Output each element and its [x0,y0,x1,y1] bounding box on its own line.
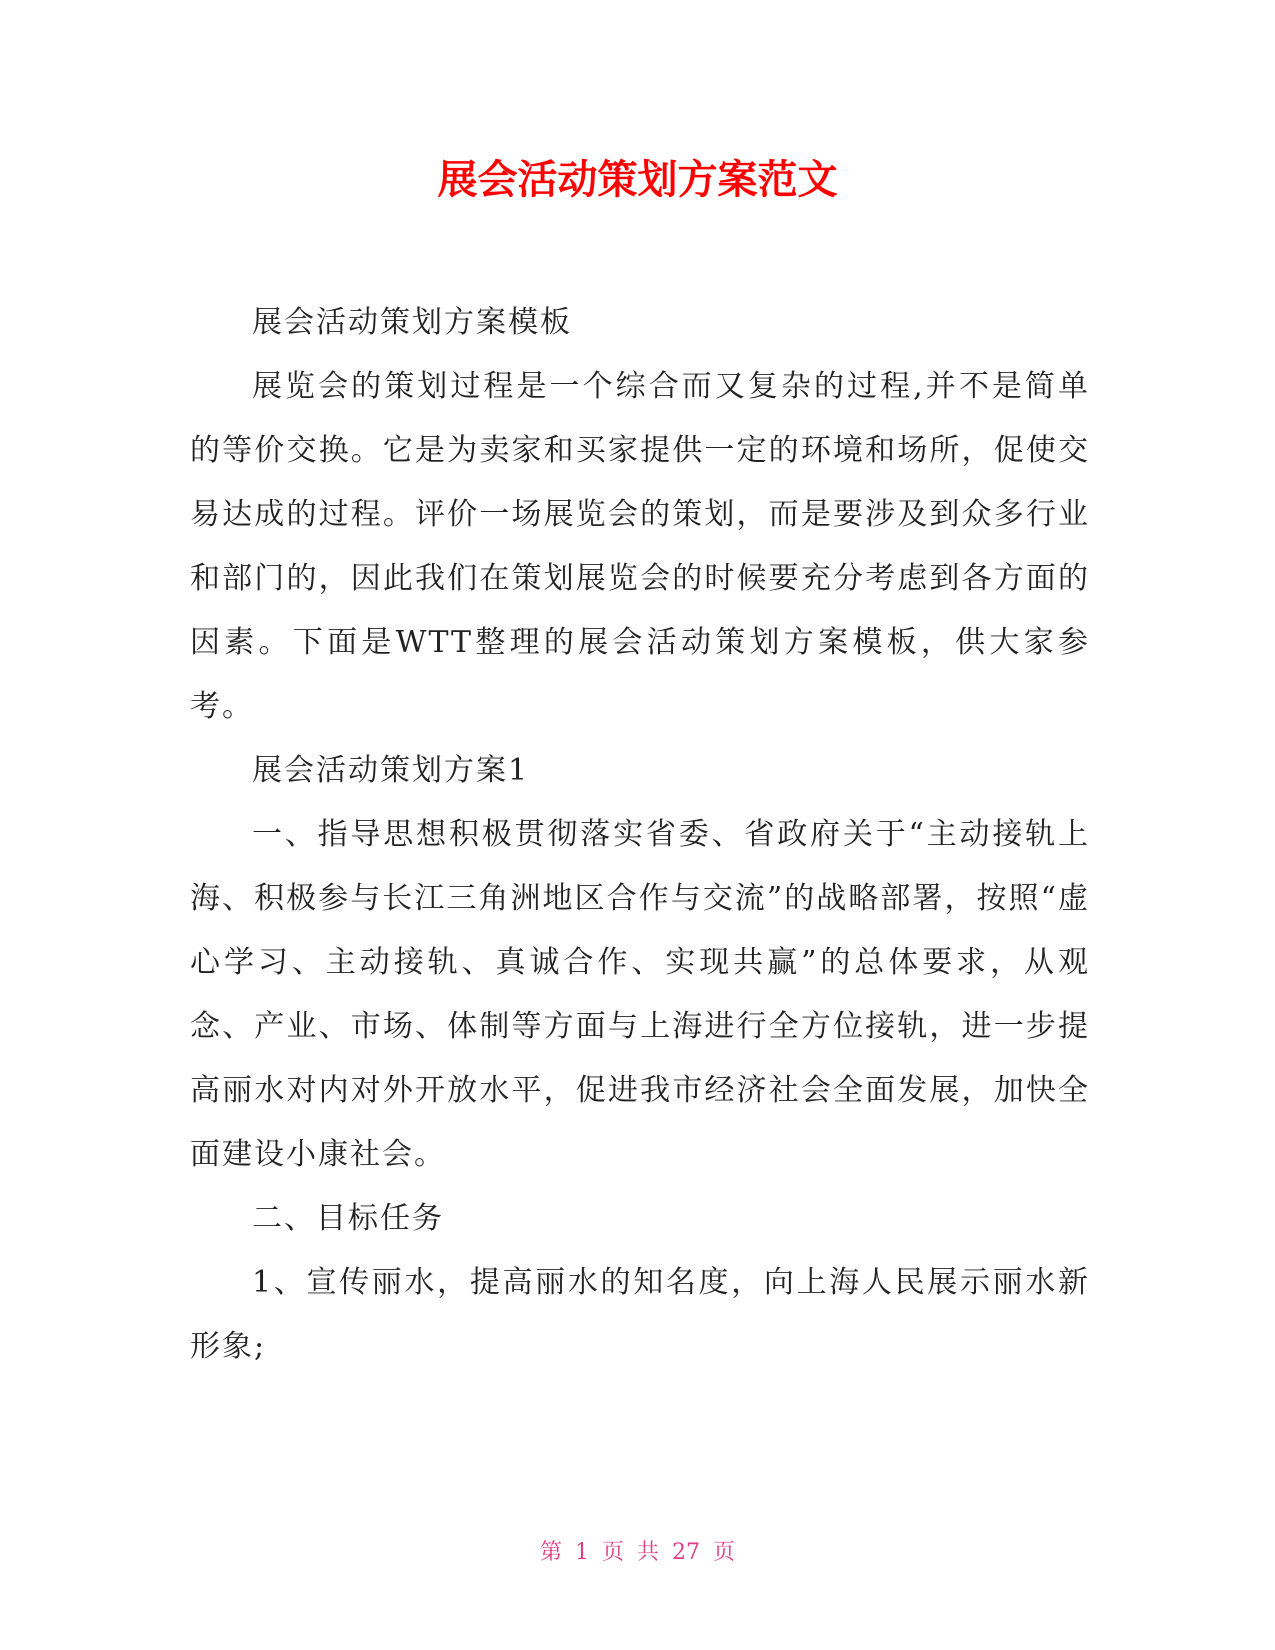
page-number-footer: 第 1 页 共 27 页 [540,1540,735,1565]
paragraph-plan-heading: 展会活动策划方案1 [252,753,530,788]
paragraph-goal-1: 1、宣传丽水，提高丽水的知名度，向上海人民展示丽水新形象; [190,1265,1090,1364]
document-body [190,291,1090,1379]
paragraph-intro: 展览会的策划过程是一个综合而又复杂的过程,并不是简单的等价交换。它是为卖家和买家提供一定的环境和场所，促使交易达成的过程。评价一场展览会的策划，而是要涉及到众多行业和部门的，因此我们在策划展览会的时候要充分考虑到各方面的因素。下面是WTT整理的展会活动策划方案模板，供大家参考。 [190,369,1090,724]
paragraph-goals-heading: 二、目标任务 [252,1201,444,1236]
paragraph-template-heading: 展会活动策划方案模板 [252,305,572,340]
document-title: 展会活动策划方案范文 [437,157,838,203]
paragraph-guiding-ideology: 一、指导思想积极贯彻落实省委、省政府关于“主动接轨上海、积极参与长江三角洲地区合作与交流”的战略部署，按照“虚心学习、主动接轨、真诚合作、实现共赢”的总体要求，从观念、产业、市场、体制等方面与上海进行全方位接轨，进一步提高丽水对内对外开放水平，促进我市经济社会全面发展，加快全面建设小康社会。 [190,817,1090,1172]
